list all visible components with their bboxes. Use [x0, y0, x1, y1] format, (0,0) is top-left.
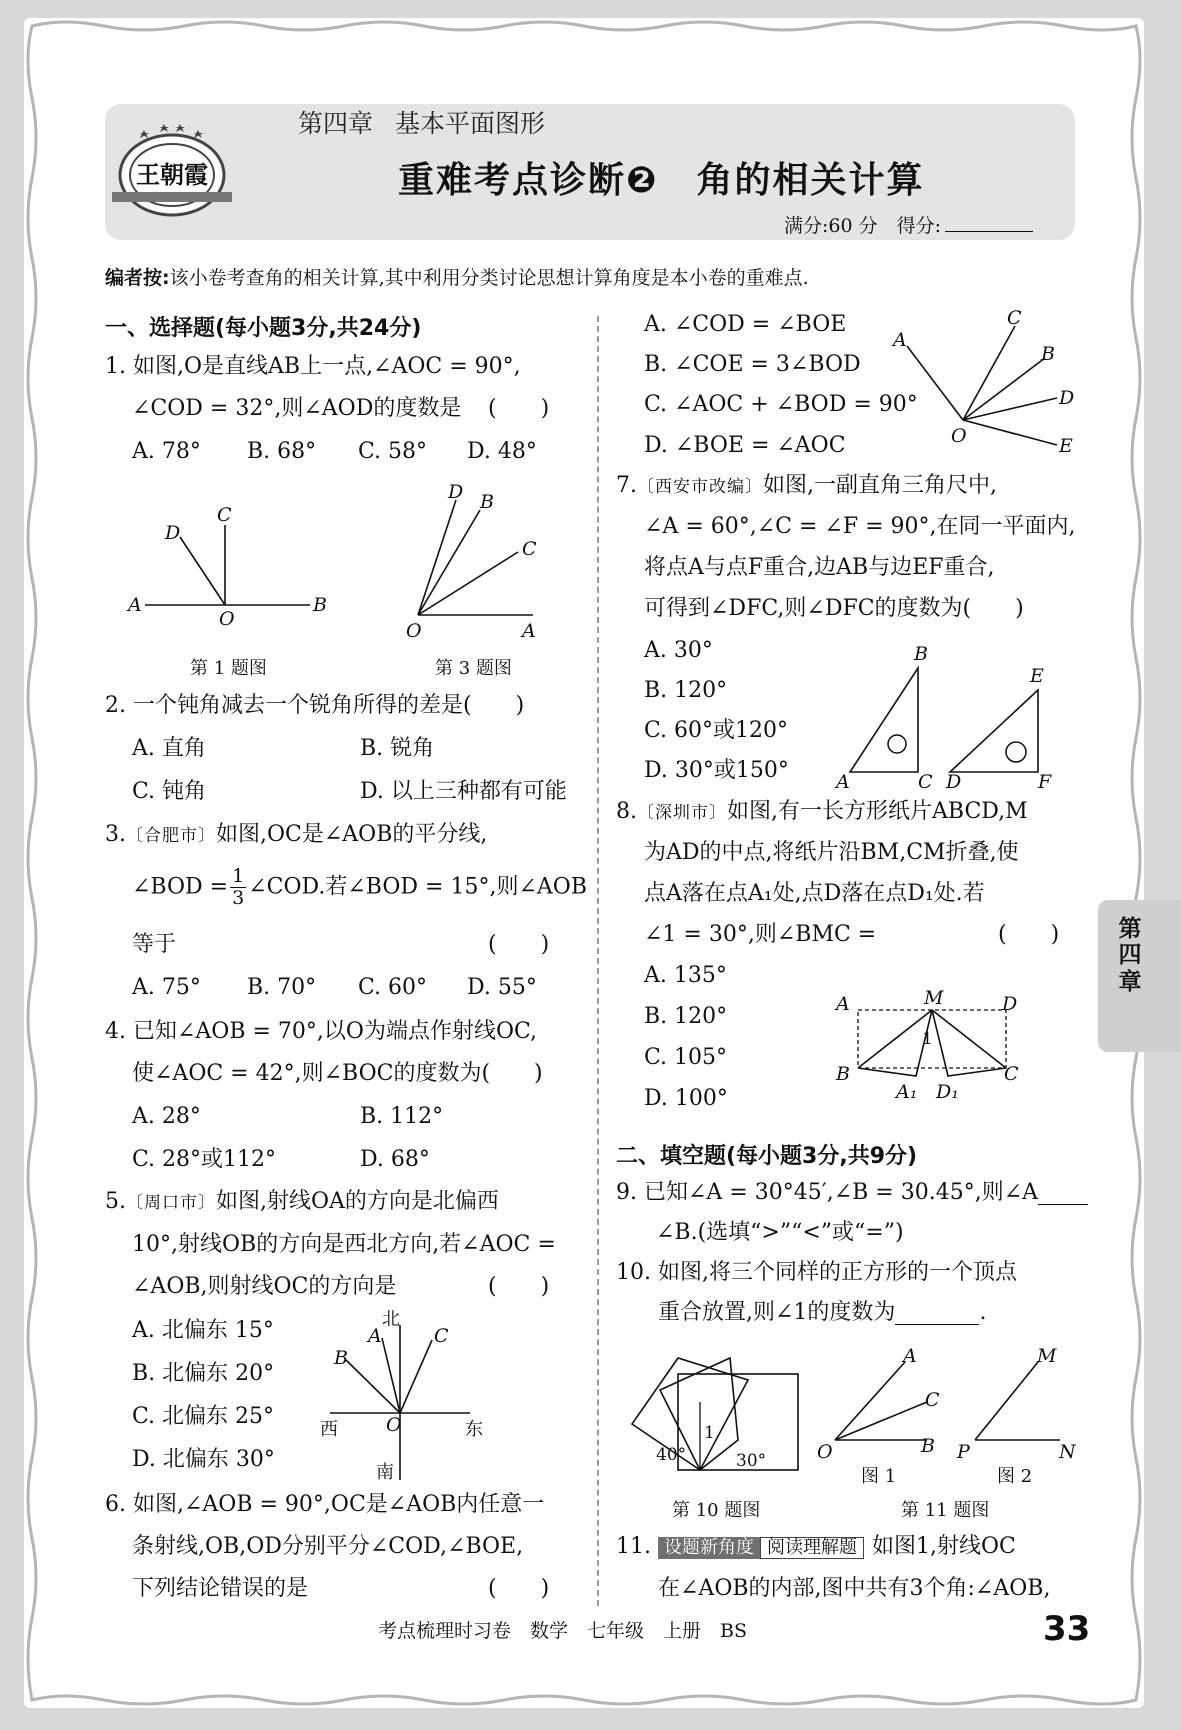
- q4-option-b[interactable]: B. 112°: [360, 1104, 444, 1129]
- q8-line1: [616, 801, 1028, 823]
- chapter-number: 第四章: [298, 109, 374, 138]
- fig8-label-m: M: [924, 987, 944, 1009]
- q11-line2: 在∠AOB的内部,图中共有3个角:∠AOB,: [658, 1576, 1051, 1601]
- q8-line4: ∠1 = 30°,则∠BMC =: [644, 922, 877, 947]
- fig8-label-d1: D₁: [936, 1081, 959, 1103]
- fig3-label-b: B: [480, 491, 494, 513]
- fig5-label-c: C: [434, 1325, 449, 1347]
- fig6-label-b: B: [1041, 343, 1055, 365]
- q3-option-b[interactable]: B. 70°: [247, 975, 317, 1000]
- q1-line2: ∠COD = 32°,则∠AOD的度数是: [132, 396, 462, 421]
- fig1-label-d: D: [165, 522, 181, 544]
- q5-line2: 10°,射线OB的方向是西北方向,若∠AOC =: [132, 1232, 556, 1257]
- q6-option-a[interactable]: A. ∠COD = ∠BOE: [644, 312, 847, 337]
- fig3-label-c: C: [522, 538, 537, 560]
- fig10-label-one: 1: [704, 1423, 715, 1443]
- fig10-label-40: 40°: [656, 1445, 687, 1465]
- fig1-label-c: C: [217, 504, 232, 526]
- figure-q6: [885, 307, 1085, 460]
- column-divider: [597, 316, 599, 1606]
- q5-line1: [105, 1191, 499, 1213]
- q2-option-b[interactable]: B. 锐角: [360, 736, 435, 761]
- q1-option-d[interactable]: D. 48°: [467, 439, 537, 464]
- q6-line2: 条射线,OB,OD分别平分∠COD,∠BOE,: [132, 1534, 524, 1559]
- fig3-label-d: D: [448, 481, 464, 503]
- fig3-caption: 第 3 题图: [435, 658, 512, 679]
- q2-option-c[interactable]: C. 钝角: [132, 779, 207, 804]
- fig1-caption: 第 1 题图: [190, 658, 267, 679]
- fig11-label-m: M: [1037, 1345, 1057, 1367]
- q7-text1: 如图,一副直角三角尺中,: [763, 473, 997, 498]
- q3-option-c[interactable]: C. 60°: [358, 975, 428, 1000]
- q7-line4: 可得到∠DFC,则∠DFC的度数为( ): [644, 596, 1024, 621]
- figure-q10: [618, 1340, 808, 1480]
- fig5-label-east: 东: [465, 1419, 483, 1440]
- q3-frac-num: 1: [232, 865, 245, 887]
- q1-line1: 1. 如图,O是直线AB上一点,∠AOC = 90°,: [105, 354, 521, 379]
- q4-line1: 4. 已知∠AOB = 70°,以O为端点作射线OC,: [105, 1019, 538, 1044]
- q5-option-a[interactable]: A. 北偏东 15°: [132, 1318, 274, 1343]
- figure-q3: [398, 480, 568, 640]
- q8-source: 〔深圳市〕: [637, 803, 727, 823]
- q8-option-a[interactable]: A. 135°: [644, 963, 727, 988]
- q8-line2: 为AD的中点,将纸片沿BM,CM折叠,使: [644, 840, 1019, 865]
- fig7-label-b: B: [914, 643, 928, 665]
- fig7-label-c: C: [918, 771, 933, 793]
- score-line: [784, 211, 1033, 238]
- chapter-side-tab[interactable]: [1098, 900, 1180, 1052]
- editor-note: [105, 263, 809, 290]
- q6-option-d[interactable]: D. ∠BOE = ∠AOC: [644, 433, 846, 458]
- q1-answer-paren[interactable]: ( ): [488, 396, 550, 421]
- q9-line1: [616, 1182, 1088, 1205]
- q5-option-d[interactable]: D. 北偏东 30°: [132, 1447, 275, 1472]
- q3-option-d[interactable]: D. 55°: [467, 975, 537, 1000]
- score-blank[interactable]: [945, 231, 1033, 232]
- q3-line3: 等于: [132, 932, 177, 957]
- fig5-label-o: O: [386, 1414, 402, 1436]
- q3-text2b: ∠COD.若∠BOD = 15°,则∠AOB: [248, 874, 587, 900]
- figure-q7: [830, 640, 1070, 793]
- fig7-label-e: E: [1030, 665, 1044, 687]
- q8-option-b[interactable]: B. 120°: [644, 1004, 728, 1029]
- fig11-label-p: P: [957, 1441, 970, 1463]
- note-lead: 编者按:: [105, 267, 170, 289]
- fig10-label-30: 30°: [736, 1451, 767, 1471]
- note-text: 该小卷考查角的相关计算,其中利用分类讨论思想计算角度是本小卷的重难点.: [169, 267, 809, 289]
- q2-line1: 2. 一个钝角减去一个锐角所得的差是( ): [105, 693, 525, 718]
- q3-text1: 如图,OC是∠AOB的平分线,: [216, 822, 488, 847]
- q10-text2: 重合放置,则∠1的度数为: [658, 1300, 896, 1325]
- q10-line1: 10. 如图,将三个同样的正方形的一个顶点: [616, 1260, 1017, 1285]
- q8-option-d[interactable]: D. 100°: [644, 1086, 728, 1111]
- fig3-label-a: A: [522, 620, 536, 642]
- figure-q11: [815, 1340, 1080, 1490]
- fig11-label-c: C: [925, 1389, 940, 1411]
- q6-option-b[interactable]: B. ∠COE = 3∠BOD: [644, 352, 861, 377]
- fig11-caption: 第 11 题图: [901, 1500, 990, 1521]
- q5-source: 〔周口市〕: [126, 1193, 216, 1213]
- q8-line3: 点A落在点A₁处,点D落在点D₁处.若: [644, 881, 985, 906]
- q3-line2: [132, 866, 587, 909]
- q10-blank[interactable]: [895, 1302, 979, 1325]
- q7-line2: ∠A = 60°,∠C = ∠F = 90°,在同一平面内,: [644, 514, 1076, 539]
- fig8-label-a: A: [836, 993, 850, 1015]
- chapter-heading: [298, 104, 567, 140]
- q5-option-c[interactable]: C. 北偏东 25°: [132, 1404, 275, 1429]
- q9-text1: 9. 已知∠A = 30°45′,∠B = 30.45°,则∠A: [616, 1180, 1039, 1205]
- q11-tag-new-angle: 设题新角度: [658, 1537, 760, 1559]
- fig7-label-f: F: [1038, 771, 1052, 793]
- q4-option-c[interactable]: C. 28°或112°: [132, 1147, 277, 1172]
- fig11-label-g1: 图 1: [861, 1466, 897, 1487]
- q2-option-a[interactable]: A. 直角: [132, 736, 206, 761]
- q5-number: 5.: [105, 1189, 126, 1214]
- q4-option-a[interactable]: A. 28°: [132, 1104, 201, 1129]
- q6-line1: 6. 如图,∠AOB = 90°,OC是∠AOB内任意一: [105, 1492, 545, 1517]
- q8-answer-paren[interactable]: ( ): [998, 922, 1060, 947]
- fig6-label-a: A: [893, 329, 907, 351]
- seal-logo-icon: [112, 120, 232, 220]
- q10-line2: 重合放置,则∠1的度数为 .: [658, 1300, 987, 1325]
- logo-text: 王朝霞: [136, 160, 208, 189]
- chapter-name: 基本平面图形: [395, 109, 546, 138]
- q3-frac-den: 3: [232, 886, 245, 909]
- figure-q8: [830, 980, 1030, 1105]
- q3-line1: [105, 824, 487, 846]
- q1-option-a[interactable]: A. 78°: [132, 439, 201, 464]
- q7-option-a[interactable]: A. 30°: [644, 638, 713, 663]
- fig8-label-d: D: [1002, 993, 1018, 1015]
- q11-text1: 如图1,射线OC: [872, 1534, 1016, 1559]
- fig5-label-south: 南: [376, 1462, 394, 1483]
- fig6-label-o: O: [951, 425, 967, 447]
- q6-option-c[interactable]: C. ∠AOC + ∠BOD = 90°: [644, 392, 918, 417]
- q9-line2: ∠B.(选填“>”“<”或“=”): [656, 1220, 904, 1245]
- q6-answer-paren[interactable]: ( ): [488, 1576, 550, 1601]
- fig8-label-a1: A₁: [896, 1081, 918, 1103]
- fig5-label-b: B: [334, 1347, 348, 1369]
- page-title: 重难考点诊断❷ 角的相关计算: [398, 160, 925, 201]
- fig5-label-west: 西: [320, 1419, 338, 1440]
- q3-text2a: ∠BOD =: [132, 874, 229, 900]
- q7-source: 〔西安市改编〕: [637, 477, 763, 497]
- q5-option-b[interactable]: B. 北偏东 20°: [132, 1361, 275, 1386]
- q7-line3: 将点A与点F重合,边AB与边EF重合,: [644, 555, 995, 580]
- fig6-label-e: E: [1059, 435, 1073, 457]
- q3-answer-paren[interactable]: ( ): [488, 932, 550, 957]
- q8-number: 8.: [616, 799, 637, 824]
- q2-option-d[interactable]: D. 以上三种都有可能: [360, 779, 567, 804]
- fig8-label-one: 1: [922, 1029, 933, 1049]
- q1-option-b[interactable]: B. 68°: [247, 439, 317, 464]
- figure-q5: [320, 1309, 490, 1483]
- q11-number: 11.: [616, 1534, 651, 1559]
- q3-number: 3.: [105, 822, 126, 847]
- fig5-label-a: A: [368, 1325, 382, 1347]
- q3-option-a[interactable]: A. 75°: [132, 975, 201, 1000]
- fig7-label-d: D: [946, 771, 962, 793]
- fig11-label-a: A: [903, 1345, 917, 1367]
- fig3-label-o: O: [406, 620, 422, 642]
- fig1-label-a: A: [128, 594, 142, 616]
- q7-option-b[interactable]: B. 120°: [644, 678, 728, 703]
- q8-text1: 如图,有一长方形纸片ABCD,M: [727, 799, 1028, 824]
- q11-tag-reading: 阅读理解题: [760, 1537, 864, 1559]
- q8-option-c[interactable]: C. 105°: [644, 1045, 728, 1070]
- fig11-label-b: B: [921, 1435, 935, 1457]
- fig1-label-o: O: [219, 608, 235, 630]
- fig7-label-a: A: [836, 771, 850, 793]
- q5-line3: ∠AOB,则射线OC的方向是: [132, 1274, 397, 1299]
- q5-answer-paren[interactable]: ( ): [488, 1274, 550, 1299]
- q9-blank[interactable]: [1038, 1182, 1088, 1205]
- q5-text1: 如图,射线OA的方向是北偏西: [216, 1189, 499, 1214]
- q11-line1: [616, 1536, 1016, 1559]
- q3-source: 〔合肥市〕: [126, 826, 216, 846]
- q7-line1: [616, 475, 997, 497]
- fig6-label-d: D: [1059, 387, 1075, 409]
- page-number: 33: [1043, 1609, 1091, 1649]
- fig10-caption: 第 10 题图: [672, 1500, 761, 1521]
- q1-option-c[interactable]: C. 58°: [358, 439, 428, 464]
- q3-fraction: [230, 866, 246, 909]
- fig1-label-b: B: [313, 594, 327, 616]
- figure-q1: [125, 495, 335, 630]
- q4-line2: 使∠AOC = 42°,则∠BOC的度数为( ): [132, 1061, 543, 1086]
- fig11-label-o: O: [817, 1441, 833, 1463]
- fig5-label-north: 北: [382, 1309, 400, 1330]
- fig8-label-c: C: [1004, 1063, 1019, 1085]
- q7-option-c[interactable]: C. 60°或120°: [644, 718, 789, 743]
- section-choice-heading: 一、选择题(每小题3分,共24分): [105, 316, 422, 341]
- footer-text: 考点梳理时习卷 数学 七年级 上册 BS: [378, 1620, 747, 1642]
- q7-option-d[interactable]: D. 30°或150°: [644, 758, 789, 783]
- score-label: 得分:: [896, 215, 942, 237]
- fig11-label-g2: 图 2: [997, 1466, 1033, 1487]
- fig6-label-c: C: [1007, 307, 1022, 329]
- fig11-label-n: N: [1059, 1441, 1076, 1463]
- q4-option-d[interactable]: D. 68°: [360, 1147, 430, 1172]
- q6-line3: 下列结论错误的是: [132, 1576, 309, 1601]
- q7-number: 7.: [616, 473, 637, 498]
- side-tab-label: 第四章: [1118, 916, 1142, 995]
- section-fill-heading: 二、填空题(每小题3分,共9分): [616, 1144, 918, 1169]
- score-total: 满分:60 分: [784, 215, 878, 237]
- fig8-label-b: B: [836, 1063, 850, 1085]
